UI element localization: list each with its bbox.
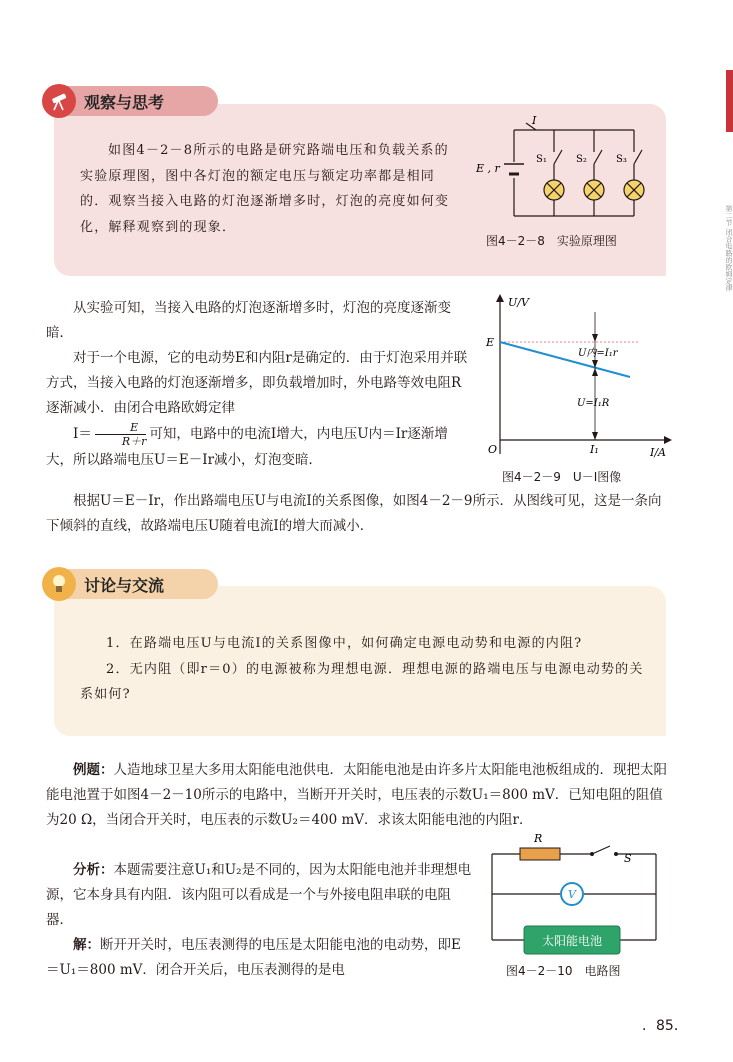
- chapter-side-label: 第二节 闭合电路的欧姆定律: [725, 205, 733, 292]
- discuss-question-2: 2．无内阻（即r＝0）的电源被称为理想电源．理想电源的路端电压与电源电动势的关系如何?: [80, 661, 644, 702]
- telescope-icon: [42, 84, 76, 118]
- lamp-icon: [624, 180, 644, 200]
- i1-label: I₁: [590, 443, 599, 456]
- lamp-icon: [544, 180, 564, 200]
- figure-4-2-10-caption: 图4－2－10 电路图: [506, 964, 621, 978]
- switch-s3-label: S₃: [616, 154, 627, 165]
- origin-label: O: [488, 443, 498, 456]
- source-label: E , r: [476, 162, 500, 175]
- switch-label: S: [624, 852, 632, 865]
- observe-heading: [48, 86, 218, 116]
- outer-voltage-label: U=I₁R: [577, 398, 610, 409]
- inner-voltage-label: U内=I₁r: [578, 348, 618, 359]
- lightbulb-icon: [42, 567, 76, 601]
- discuss-title: 讨论与交流: [84, 575, 165, 595]
- battery-label: 太阳能电池: [541, 934, 603, 948]
- observe-paragraph: 如图4－2－8所示的电路是研究路端电压和负载关系的实验原理图，图中各灯泡的额定电压与额定功率都是相同的．观察当接入电路的灯泡逐渐增多时，灯泡的亮度如何变化，解释观察到的现象．: [80, 143, 450, 235]
- figure-4-2-8-caption: 图4－2－8 实验原理图: [486, 234, 617, 248]
- voltmeter-label: V: [568, 888, 576, 901]
- analysis-paragraph: 分析：本题需要注意U₁和U₂是不同的，因为太阳能电池并非理想电源，它本身具有内阻．该内阻可以看成是一个与外接电阻串联的电阻器．: [46, 862, 472, 928]
- body-paragraph-2: 对于一个电源，它的电动势E和内阻r是确定的．由于灯泡采用并联方式，当接入电路的灯泡逐渐增多，即负载增加时，外电路等效电阻R逐渐减小．由闭合电路欧姆定律 I＝ E R＋r 可知，电路中的电流I增大，内电压U内＝Ir逐渐增大，所以路端电压U＝E－Ir减小，灯泡变暗．: [46, 350, 468, 468]
- body-paragraph-1: 从实验可知，当接入电路的灯泡逐渐增多时，灯泡的亮度逐渐变暗．: [46, 300, 451, 341]
- chapter-edge-tab: [726, 70, 733, 132]
- switch-s2-label: S₂: [576, 154, 587, 165]
- discuss-question-1: 1．在路端电压U与电流I的关系图像中，如何确定电源电动势和电源的内阻?: [106, 636, 583, 651]
- observe-title: 观察与思考: [84, 92, 165, 112]
- resistor: [520, 848, 560, 860]
- example-paragraph: 例题：人造地球卫星大多用太阳能电池供电．太阳能电池是由许多片太阳能电池板组成的．现把太阳能电池置于如图4－2－10所示的电路中，当断开开关时，电压表的示数U₁＝800 mV．已知电阻的阻值为20 Ω，当闭合开关时，电压表的示数U₂＝400 mV．求该太阳能电池的内阻r．: [46, 762, 667, 828]
- resistor-label: R: [534, 832, 543, 845]
- lamp-icon: [584, 180, 604, 200]
- discuss-heading: [48, 569, 218, 599]
- emf-label: E: [486, 336, 495, 349]
- u-i-graph: [480, 290, 676, 460]
- solar-circuit-diagram: [484, 832, 664, 956]
- ohm-formula: I＝ E R＋r: [73, 421, 147, 448]
- x-axis-label: I/A: [650, 446, 666, 459]
- solution-paragraph: 解：断开开关时，电压表测得的电压是太阳能电池的电动势，即E＝U₁＝800 mV．闭合开关后，电压表测得的是电: [46, 937, 461, 978]
- current-label: I: [532, 114, 537, 127]
- y-axis-label: U/V: [508, 296, 529, 309]
- figure-4-2-9-caption: 图4－2－9 U－I图像: [502, 470, 622, 484]
- switch-s1-label: S₁: [536, 154, 547, 165]
- page-number: ．85．: [642, 1018, 688, 1034]
- body-paragraph-3: 根据U＝E－Ir，作出路端电压U与电流I的关系图像，如图4－2－9所示．从图线可见，这是一条向下倾斜的直线，故路端电压U随着电流I的增大而减小．: [46, 493, 662, 534]
- experiment-circuit-diagram: [474, 112, 664, 252]
